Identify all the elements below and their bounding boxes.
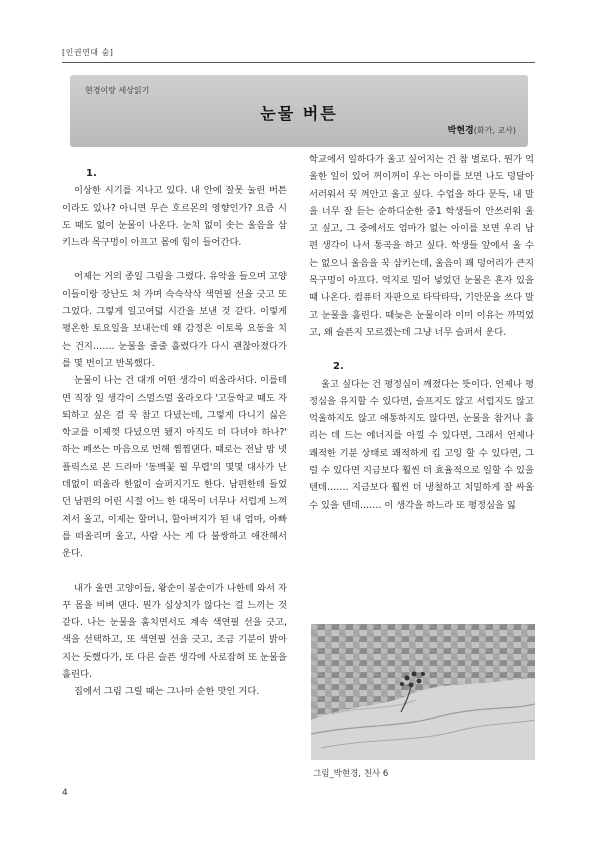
header-divider <box>62 62 535 63</box>
paragraph: 어제는 거의 종일 그림을 그렸다. 유악을 들으며 고양이들이랑 장난도 쳐 가며 슥슥삭삭 색연필 선을 긋고 또 그었다. 그렇게 일고여덟 시간을 보낸 것 같다. 이렇게 평온한 토요일을 보내는데 왜 감정은 이토록 요동을 치는 건지……. 눈물을 줄줄 흘렸다가 다시 괜찮아졌다가를 몇 번이고 반복했다. <box>62 271 287 369</box>
paragraph: 학교에서 일하다가 울고 싶어지는 건 참 별로다. 뭔가 억울한 일이 있어 꺼이꺼이 우는 아이를 보면 나도 덩달아 서러워서 꾹 껴안고 울고 싶다. 수업을 하다 문득, 내 말을 너무 잘 듣는 순하디순한 중1 학생들이 안쓰러워 울고 싶고, 그 중에서도 엄마가 없는 아이를 보면 우리 남편 생각이 나서 통곡을 하고 싶다. 학생들 앞에서 울 수는 없으니 울음을 꾹 삼키는데, 울음이 꽤 덩어리가 큰지 목구멍이 아프다. 억지로 밀어 넣었던 눈물은 혼자 있을 때 나온다. 컴퓨터 자판으로 타닥타닥, 기안문을 쓰다 말고 눈물을 흘린다. 때늦은 눈물이라 이미 이유는 까먹었고, 왜 슬픈지 모르겠는데 그냥 너무 슬퍼서 운다. <box>309 154 534 338</box>
series-name: 현경이랑 세상읽기 <box>85 86 150 95</box>
paragraph: 이상한 시기를 지나고 있다. 내 안에 잘못 눌린 버튼이라도 있나? 아니면 무슨 호르몬의 영향인가? 요즘 시도 때도 없이 눈물이 나온다. 눈치 없이 솟는 울음을 삼키느라 목구멍이 아프고 몸에 힘이 들어간다. <box>62 185 287 249</box>
section-heading-2: 2. <box>333 361 344 373</box>
page-number: 4 <box>62 788 68 798</box>
figure-caption: 그림_박현경, 천사 6 <box>313 769 389 779</box>
author-line <box>448 123 516 136</box>
section-heading-1: 1. <box>86 168 97 179</box>
article-title: 눈물 버튼 <box>260 104 338 123</box>
artwork-image <box>311 624 535 760</box>
paragraph: 울고 싶다는 건 평정심이 깨졌다는 뜻이다. 언제나 평정심을 유지할 수 있다면, 슬프지도 않고 서럽지도 않고 억울하지도 않고 애통하지도 않다면, 눈물을 참거나 흘리는 데 드는 에너지를 아낄 수 있다면, 그래서 언제나 쾌적한 기분 상태로 쾌적하게 킵 고잉 할 수 있다면, 그럴 수 있다면 지금보다 훨씬 더 효율적으로 일할 수 있을 텐데……. 지금보다 훨씬 더 냉철하고 치밀하게 잘 싸울 수 있을 텐데……. 이 생각을 하느라 또 평정심을 잃 <box>309 378 534 511</box>
article-banner <box>70 75 528 147</box>
left-column <box>62 165 287 701</box>
magazine-label: [인권연대 숨] <box>62 48 114 57</box>
author-role: (화가, 교사) <box>473 126 516 135</box>
paragraph: 집에서 그림 그릴 때는 그나마 순한 맛인 거다. <box>74 686 260 698</box>
paragraph: 내가 울면 고양이들, 왕순이 봉순이가 나한테 와서 자꾸 몸을 비벼 댄다. 뭔가 심상치가 않다는 걸 느끼는 것 같다. 나는 눈물을 훔치면서도 계속 색연필 선을 긋고, 색을 선택하고, 또 색연필 선을 긋고, 조금 기분이 밝아지는 듯했다가, 또 다른 슬픈 생각에 사로잡혀 또 눈물을 흘린다. <box>62 582 287 681</box>
author-name: 박현경 <box>447 126 474 136</box>
paragraph: 눈물이 나는 건 대개 어떤 생각이 떠올라서다. 이를테면 직장 일 생각이 스멀스멀 올라오다 '고등학교 때도 자퇴하고 싶은 걸 꾹 참고 다녔는데, 그렇게 다니기 싫은 학교를 이제껏 다녔으면 됐지 아직도 더 다녀야 하나?' 하는 페쓰는 마음으로 번해 찜찜댄다. 때로는 전날 밤 넷플릭스로 본 드라마 '동백꽃 필 무렵'의 몇몇 대사가 난데없이 떠올라 한없이 슬퍼지기도 한다. 남편한테 들었던 남편의 어린 시절 어느 한 대목이 너무나 서럽게 느껴져서 울고, 이제는 할머니, 할아버지가 된 내 엄마, 아빠를 떠올리며 울고, 사람 사는 게 다 불쌍하고 애잔해서 운다. <box>62 375 287 560</box>
right-column <box>309 151 534 514</box>
